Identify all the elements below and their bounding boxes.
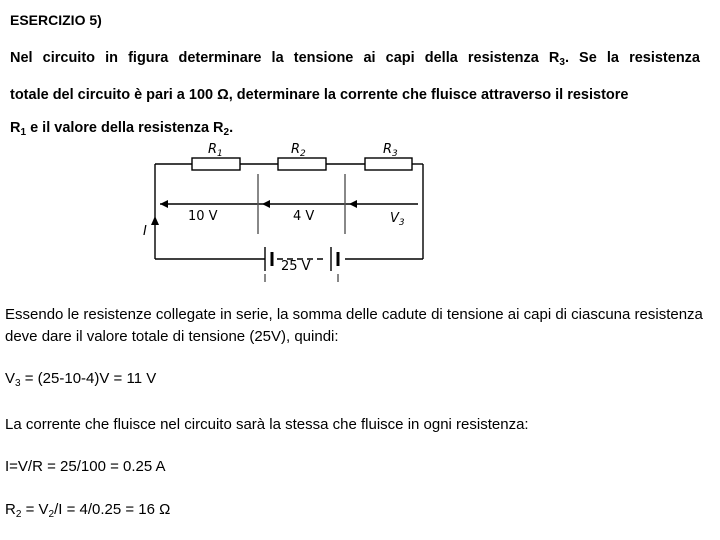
- r1-letter: R: [208, 142, 218, 157]
- r2-letter: R: [291, 142, 301, 157]
- label-current: I: [143, 224, 147, 239]
- r3-sub: 3: [392, 149, 398, 159]
- subscript: 2: [15, 509, 22, 520]
- solution-v3: [5, 370, 156, 389]
- label-r3: [383, 142, 398, 159]
- circuit-diagram: [140, 134, 440, 284]
- exercise-title: ESERCIZIO 5): [10, 12, 102, 28]
- subscript: 1: [20, 127, 27, 138]
- arrow-left-icon: [160, 200, 168, 208]
- resistor-r2: [278, 158, 326, 170]
- label-r1: [208, 142, 223, 159]
- solution-text: = V: [21, 501, 49, 518]
- arrow-left-icon: [349, 200, 357, 208]
- r1-sub: 1: [217, 149, 223, 159]
- r3-letter: R: [383, 142, 393, 157]
- resistor-r1: [192, 158, 240, 170]
- solution-paragraph-3: La corrente che fluisce nel circuito sarà la stessa che fluisce in ogni resistenza:: [5, 416, 529, 433]
- problem-text: R: [10, 120, 21, 136]
- solution-text: R: [5, 501, 16, 518]
- solution-paragraph-1: Essendo le resistenze collegate in serie, la somma delle cadute di tensione ai capi di ciascuna resistenza deve dare il valore totale di tensione (25V), quindi:: [5, 306, 703, 345]
- arrow-left-icon: [262, 200, 270, 208]
- omega-symbol: Ω: [159, 501, 171, 518]
- subscript: 2: [223, 127, 230, 138]
- v3-letter: V: [390, 211, 399, 226]
- problem-line-1: [10, 42, 700, 79]
- omega-symbol: Ω: [217, 87, 229, 103]
- label-source: 25 V: [281, 259, 311, 274]
- subscript: 2: [48, 509, 55, 520]
- v3-sub: 3: [398, 218, 405, 228]
- problem-line-2: [10, 79, 700, 112]
- solution-text: = (25-10-4)V = 11 V: [20, 370, 157, 387]
- label-v3: [390, 211, 405, 228]
- problem-text: e il valore della resistenza R: [26, 120, 224, 136]
- problem-statement: [10, 42, 700, 149]
- label-v1: 10 V: [188, 209, 218, 224]
- solution-current: I=V/R = 25/100 = 0.25 A: [5, 458, 166, 475]
- solution-text: V: [5, 370, 16, 387]
- problem-text: . Se la resistenza: [564, 50, 700, 66]
- problem-text: .: [229, 120, 234, 136]
- problem-text: , determinare la corrente che fluisce attraverso il resistore: [228, 87, 629, 103]
- label-r2: [291, 142, 306, 159]
- current-arrow-icon: [151, 216, 159, 225]
- problem-text: Nel circuito in figura determinare la tensione ai capi della resistenza R: [10, 50, 560, 66]
- r2-sub: 2: [300, 149, 306, 159]
- problem-text: totale del circuito è pari a 100: [10, 87, 218, 103]
- solution-text: /I = 4/0.25 = 16: [54, 501, 160, 518]
- subscript: 3: [559, 57, 565, 68]
- label-v2: 4 V: [293, 209, 315, 224]
- resistor-r3: [365, 158, 412, 170]
- subscript: 3: [15, 378, 21, 389]
- solution-r2: [5, 501, 170, 520]
